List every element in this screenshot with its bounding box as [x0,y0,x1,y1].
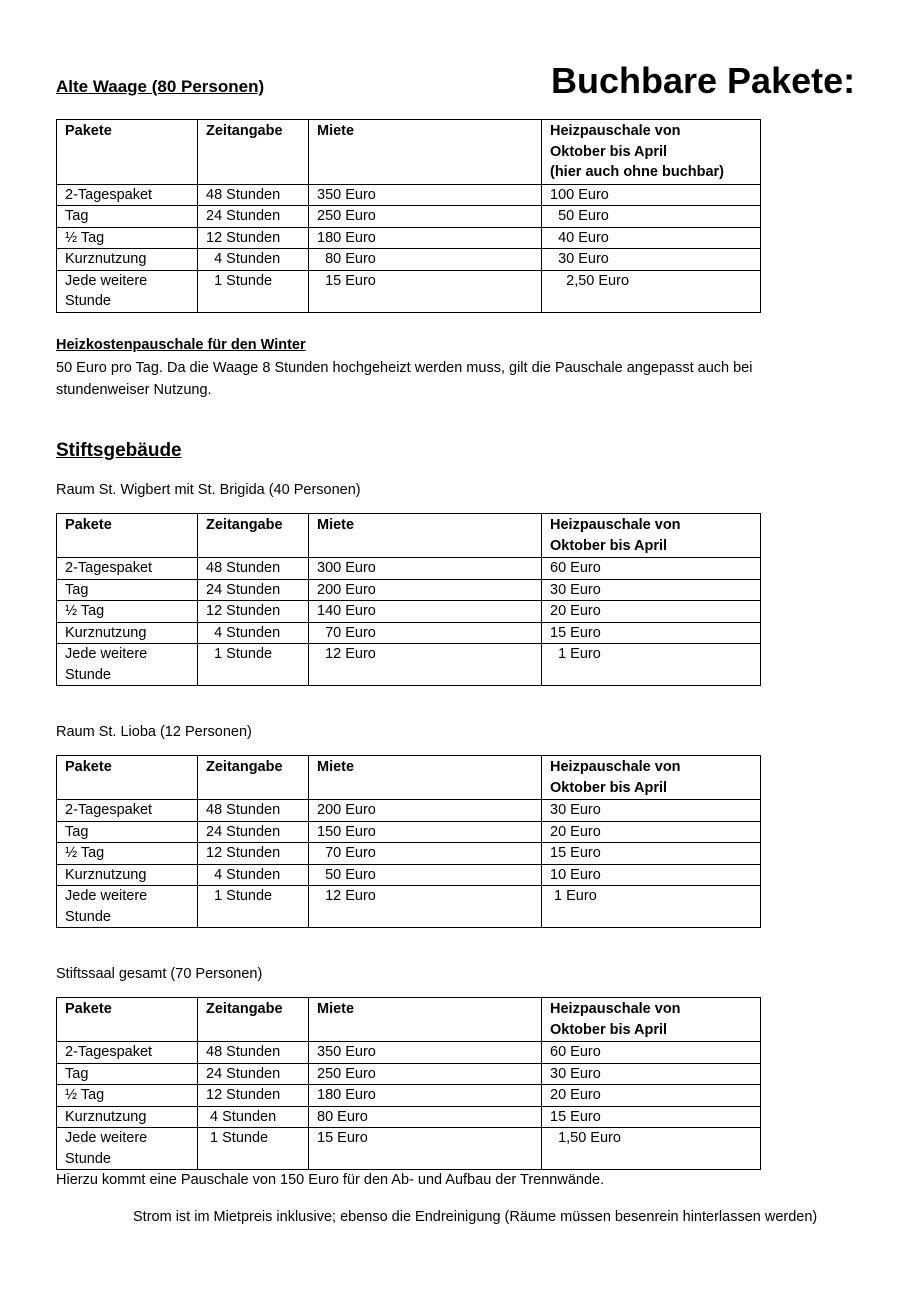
table-cell: 70 Euro [309,843,542,865]
header-cell: Heizpauschale von Oktober bis April [542,514,761,558]
table-row [57,1042,761,1064]
table-cell: 40 Euro [542,227,761,249]
table-cell: 48 Stunden [198,800,309,822]
saal-title: Stiftssaal gesamt (70 Personen) [56,966,263,982]
table-cell: 180 Euro [309,227,542,249]
table-cell: 30 Euro [542,249,761,271]
header-cell: Zeitangabe [198,998,309,1042]
table-cell: 10 Euro [542,864,761,886]
table-cell: 12 Stunden [198,843,309,865]
table-cell: 100 Euro [542,184,761,206]
table-cell: 150 Euro [309,821,542,843]
alte-waage-title: Alte Waage (80 Personen) [56,77,265,96]
table-cell: 2,50 Euro [542,270,761,312]
table-cell: 50 Euro [309,864,542,886]
table-cell: 24 Stunden [198,821,309,843]
table-row [57,843,761,865]
table-cell: 48 Stunden [198,184,309,206]
header-cell: Miete [309,120,542,185]
table-cell: Jede weitere Stunde [57,270,198,312]
table-row [57,184,761,206]
table-row [57,558,761,580]
table-header-row [57,514,761,558]
table-row [57,644,761,686]
stift-title: Stiftsgebäude [56,440,182,461]
table-cell: 20 Euro [542,821,761,843]
table-row [57,886,761,928]
footnote-trennwaende: Hierzu kommt eine Pauschale von 150 Euro für den Ab- und Aufbau der Trennwände. [56,1172,605,1188]
header-cell: Pakete [57,756,198,800]
table-cell: 15 Euro [309,1128,542,1170]
table-cell: 24 Stunden [198,579,309,601]
table-cell: Tag [57,579,198,601]
table-cell: Tag [57,821,198,843]
table-cell: 300 Euro [309,558,542,580]
table-cell: 250 Euro [309,206,542,228]
header-cell: Pakete [57,998,198,1042]
table-cell: 2-Tagespaket [57,558,198,580]
table-cell: ½ Tag [57,227,198,249]
table-header-row [57,756,761,800]
table-cell: 60 Euro [542,558,761,580]
table-cell: 4 Stunden [198,864,309,886]
table-cell: 48 Stunden [198,1042,309,1064]
table-cell: Jede weitere Stunde [57,886,198,928]
table-cell: 350 Euro [309,1042,542,1064]
table-cell: 1 Stunde [198,270,309,312]
header-cell: Miete [309,756,542,800]
table-cell: 80 Euro [309,249,542,271]
heiz-text: 50 Euro pro Tag. Da die Waage 8 Stunden hochgeheizt werden muss, gilt die Pauschale angepasst auch bei stundenweiser Nutzung. [56,360,753,398]
table-cell: 20 Euro [542,601,761,623]
table-row [57,821,761,843]
header-cell: Heizpauschale von Oktober bis April [542,998,761,1042]
table-cell: ½ Tag [57,601,198,623]
table-cell: ½ Tag [57,1085,198,1107]
table-row [57,1106,761,1128]
table-cell: 12 Stunden [198,1085,309,1107]
header-cell: Miete [309,514,542,558]
table-cell: 1,50 Euro [542,1128,761,1170]
table-row [57,579,761,601]
header-cell: Miete [309,998,542,1042]
table-cell: Tag [57,1063,198,1085]
table-cell: 350 Euro [309,184,542,206]
table-cell: 4 Stunden [198,622,309,644]
table-row [57,249,761,271]
table-cell: 1 Euro [542,644,761,686]
table-cell: 1 Stunde [198,886,309,928]
table-row [57,800,761,822]
table-cell: 12 Stunden [198,601,309,623]
lioba-table [56,755,761,928]
table-cell: 60 Euro [542,1042,761,1064]
table-row [57,1128,761,1170]
table-cell: 48 Stunden [198,558,309,580]
table-cell: 15 Euro [542,843,761,865]
table-row [57,601,761,623]
table-cell: 1 Stunde [198,1128,309,1170]
page-title: Buchbare Pakete: [551,60,856,101]
table-cell: 15 Euro [542,622,761,644]
header-cell: Zeitangabe [198,756,309,800]
table-cell: 30 Euro [542,1063,761,1085]
table-row [57,270,761,312]
header-cell: Heizpauschale von Oktober bis April (hier auch ohne buchbar) [542,120,761,185]
header-cell: Zeitangabe [198,120,309,185]
table-row [57,1085,761,1107]
table-cell: 15 Euro [309,270,542,312]
table-cell: 200 Euro [309,800,542,822]
table-cell: Tag [57,206,198,228]
table-cell: Jede weitere Stunde [57,644,198,686]
header-cell: Heizpauschale von Oktober bis April [542,756,761,800]
header-cell: Pakete [57,120,198,185]
table-cell: Kurznutzung [57,864,198,886]
alte-waage-table [56,119,761,313]
footnote-strom: Strom ist im Mietpreis inklusive; ebenso die Endreinigung (Räume müssen besenrein hinterlassen werden) [133,1209,818,1225]
table-row [57,1063,761,1085]
table-cell: 15 Euro [542,1106,761,1128]
table-header-row [57,998,761,1042]
table-cell: 4 Stunden [198,1106,309,1128]
table-cell: 140 Euro [309,601,542,623]
wigbert-title: Raum St. Wigbert mit St. Brigida (40 Personen) [56,482,361,498]
table-cell: 180 Euro [309,1085,542,1107]
table-cell: 20 Euro [542,1085,761,1107]
lioba-title: Raum St. Lioba (12 Personen) [56,724,252,740]
table-cell: 80 Euro [309,1106,542,1128]
table-cell: 2-Tagespaket [57,184,198,206]
table-cell: 70 Euro [309,622,542,644]
table-row [57,864,761,886]
table-cell: 200 Euro [309,579,542,601]
table-cell: Kurznutzung [57,622,198,644]
table-cell: 1 Euro [542,886,761,928]
table-cell: 30 Euro [542,800,761,822]
table-cell: 24 Stunden [198,1063,309,1085]
table-cell: Kurznutzung [57,1106,198,1128]
table-cell: 1 Stunde [198,644,309,686]
table-cell: Kurznutzung [57,249,198,271]
table-cell: 12 Euro [309,644,542,686]
table-cell: ½ Tag [57,843,198,865]
table-cell: 30 Euro [542,579,761,601]
saal-table [56,997,761,1170]
table-header-row [57,120,761,185]
table-cell: 2-Tagespaket [57,800,198,822]
table-cell: 50 Euro [542,206,761,228]
header-cell: Pakete [57,514,198,558]
table-cell: Jede weitere Stunde [57,1128,198,1170]
table-cell: 12 Euro [309,886,542,928]
table-row [57,227,761,249]
table-row [57,622,761,644]
header-cell: Zeitangabe [198,514,309,558]
wigbert-table [56,513,761,686]
table-cell: 4 Stunden [198,249,309,271]
table-cell: 12 Stunden [198,227,309,249]
table-row [57,206,761,228]
table-cell: 24 Stunden [198,206,309,228]
table-cell: 2-Tagespaket [57,1042,198,1064]
heiz-title: Heizkostenpauschale für den Winter [56,337,306,353]
table-cell: 250 Euro [309,1063,542,1085]
